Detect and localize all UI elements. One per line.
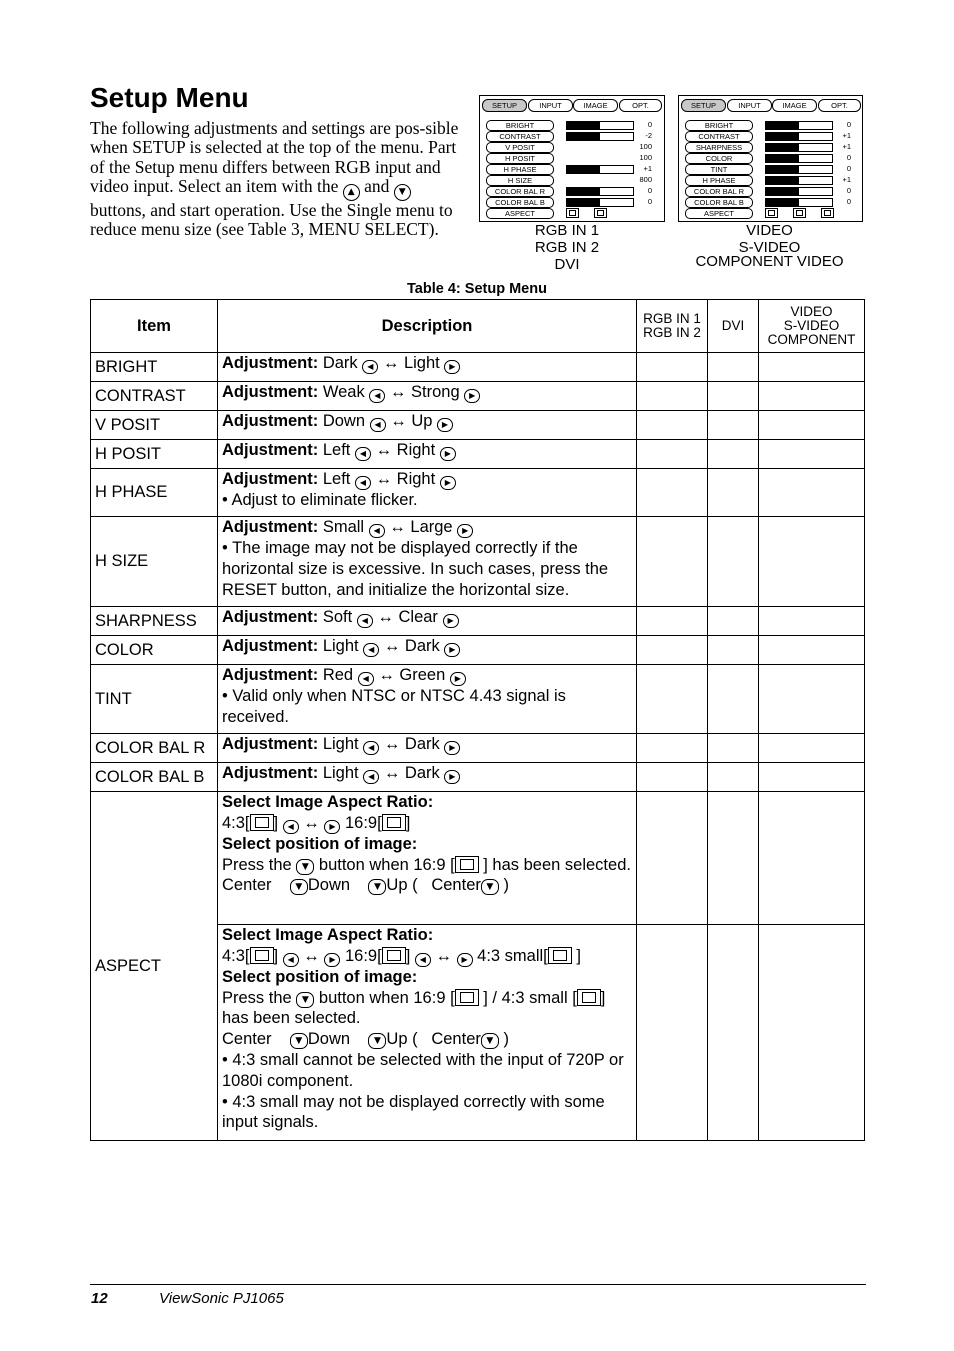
aspect-4-3-small-icon [548, 947, 572, 964]
press-text-1: Press the [222, 988, 292, 1007]
right-button-icon: ▶ [443, 614, 459, 628]
intro-text-1: The following adjustments and settings are pos-sible when SETUP is selected at the top of the menu. Part of the Setup menu differs between RGB input and video input. Select an item with the [90, 118, 459, 196]
table-row [91, 607, 865, 636]
adjust-to: Light [403, 354, 440, 372]
right-button-icon: ▶ [440, 476, 456, 490]
osd-value: -2 [645, 131, 652, 140]
osd-level-bar [765, 132, 833, 141]
aspect-4-3-small-icon [577, 989, 601, 1006]
press-text-3: ] has been selected. [483, 855, 631, 874]
osd-menu-rgb [479, 95, 665, 222]
setup-menu-table [90, 299, 865, 1141]
adjust-from: Light [322, 764, 359, 782]
ratio-4-3: 4:3[ [222, 813, 250, 832]
cell-video [759, 792, 865, 925]
cell-item: COLOR BAL R [91, 734, 218, 763]
cell-item: H SIZE [91, 517, 218, 607]
adjust-from: Light [322, 735, 359, 753]
osd-tab-input: INPUT [727, 99, 772, 112]
adjust-from: Weak [322, 383, 365, 401]
cell-dvi [708, 925, 759, 1141]
cell-dvi [708, 411, 759, 440]
arrow-icon: ↔ [383, 764, 401, 782]
cell-dvi [708, 665, 759, 734]
cell-video [759, 734, 865, 763]
down-button-icon: ▼ [290, 879, 308, 895]
aspect-4-3-icon [250, 814, 274, 831]
osd-level-bar [566, 165, 634, 174]
cell-dvi [708, 382, 759, 411]
arrow-icon: ↔ [389, 383, 407, 401]
osd-level-bar [765, 176, 833, 185]
cell-description [218, 636, 637, 665]
aspect-icon [793, 208, 806, 218]
cell-rgb [637, 517, 708, 607]
aspect-16-9-icon [382, 814, 406, 831]
right-button-icon: ▶ [457, 953, 473, 967]
cell-rgb [637, 925, 708, 1141]
cell-dvi [708, 734, 759, 763]
down-button-icon: ▼ [481, 879, 499, 895]
header-rgb-in-1: RGB IN 1 [643, 311, 701, 326]
osd-item-color-bal-b: COLOR BAL B [486, 197, 554, 208]
left-button-icon: ◀ [369, 524, 385, 538]
right-button-icon: ▶ [444, 770, 460, 784]
aspect-note-1: • 4:3 small cannot be selected with the input of 720P or 1080i component. [222, 1050, 624, 1090]
aspect-ratio-line: 4:3[ ] ◀ ↔ ▶ 16:9[ ] ◀ ↔ ▶ 4:3 small[ ] [222, 946, 581, 965]
adjust-from: Soft [322, 608, 353, 626]
osd-item-aspect: ASPECT [685, 208, 753, 219]
arrow-icon: ↔ [389, 518, 406, 536]
intro-text-2: buttons, and start operation. Use the Single menu to reduce menu size (see Table 3, MENU SELECT). [90, 199, 453, 240]
header-video-3: COMPONENT [767, 332, 856, 347]
cell-description [218, 792, 637, 925]
adjust-from: Dark [322, 354, 358, 372]
cell-description [218, 517, 637, 607]
osd-item-h-size: H SIZE [486, 175, 554, 186]
header-rgb-in-2: RGB IN 2 [643, 325, 701, 340]
adjust-to: Dark [404, 735, 440, 753]
osd-item-bright: BRIGHT [685, 120, 753, 131]
caption-component-video: COMPONENT VIDEO [695, 253, 844, 270]
osd-value: 0 [846, 120, 851, 129]
cell-item: H POSIT [91, 440, 218, 469]
header-video-1: VIDEO [790, 304, 833, 319]
cell-description [218, 411, 637, 440]
osd-item-color-bal-r: COLOR BAL R [486, 186, 554, 197]
right-button-icon: ▶ [324, 953, 340, 967]
table-row [91, 636, 865, 665]
adjust-from: Left [322, 470, 351, 488]
osd-value: 0 [846, 197, 851, 206]
cell-rgb [637, 665, 708, 734]
osd-level-bar [566, 121, 634, 130]
osd-level-bar [765, 143, 833, 152]
cell-rgb [637, 763, 708, 792]
position-cycle [222, 875, 632, 896]
adjustment-label: Adjustment: [222, 383, 319, 401]
adjust-from: Small [322, 518, 365, 536]
adjust-to: Dark [404, 637, 440, 655]
press-text-4: ] has been selected. [222, 988, 606, 1028]
header-rgb [637, 300, 708, 353]
left-button-icon: ◀ [355, 447, 371, 461]
arrow-icon: ↔ [377, 608, 394, 626]
osd-item-aspect: ASPECT [486, 208, 554, 219]
adjust-to: Right [396, 470, 436, 488]
table-row [91, 411, 865, 440]
left-button-icon: ◀ [358, 672, 374, 686]
caption-rgb-in-1: RGB IN 1 [534, 222, 600, 239]
osd-value: +1 [643, 164, 652, 173]
right-button-icon: ▶ [457, 524, 473, 538]
osd-item-v-posit: V POSIT [486, 142, 554, 153]
osd-tab-opt: OPT. [818, 99, 861, 112]
right-button-icon: ▶ [324, 820, 340, 834]
osd-tab-image: IMAGE [573, 99, 618, 112]
osd-tab-bar [681, 99, 860, 111]
table-row [91, 665, 865, 734]
left-button-icon: ◀ [355, 476, 371, 490]
osd-item-color-bal-r: COLOR BAL R [685, 186, 753, 197]
aspect-icon [765, 208, 778, 218]
osd-value: 0 [846, 164, 851, 173]
osd-level-bar [765, 187, 833, 196]
osd-tab-input: INPUT [528, 99, 573, 112]
position-up: Up ( [386, 1030, 418, 1049]
arrow-icon: ↔ [303, 813, 320, 832]
osd-video-caption [678, 222, 861, 270]
page-title: Setup Menu [90, 82, 249, 113]
arrow-icon: ↔ [303, 946, 320, 965]
caption-rgb-in-2: RGB IN 2 [534, 239, 600, 256]
osd-value: 100 [639, 142, 652, 151]
position-center: Center [222, 876, 272, 895]
cell-video [759, 353, 865, 382]
aspect-16-9-icon [382, 947, 406, 964]
cell-video [759, 411, 865, 440]
table-row-aspect-a [91, 792, 865, 925]
cell-description [218, 607, 637, 636]
header-video-2: S-VIDEO [783, 318, 840, 333]
cell-video [759, 636, 865, 665]
footer-product: ViewSonic PJ1065 [159, 1290, 284, 1307]
down-button-icon: ▼ [368, 1033, 386, 1049]
close-paren: ) [503, 1030, 509, 1049]
adjustment-label: Adjustment: [222, 735, 319, 753]
cell-note: • The image may not be displayed correctly if the horizontal size is excessive. In such cases, press the RESET button, and initialize the horizontal size. [222, 539, 609, 599]
adjustment-label: Adjustment: [222, 608, 319, 626]
aspect-icon [821, 208, 834, 218]
osd-tab-setup: SETUP [482, 99, 527, 112]
down-button-icon: ▼ [290, 1033, 308, 1049]
cell-description [218, 925, 637, 1141]
adjust-from: Down [322, 412, 366, 430]
ratio-4-3: 4:3[ [222, 946, 250, 965]
osd-tab-bar [482, 99, 662, 111]
cell-dvi [708, 440, 759, 469]
adjustment-label: Adjustment: [222, 666, 319, 684]
cell-rgb [637, 636, 708, 665]
osd-menu-video [678, 95, 863, 222]
down-button-icon: ▼ [394, 184, 411, 201]
cell-video [759, 925, 865, 1141]
adjustment-label: Adjustment: [222, 412, 319, 430]
position-up: Up ( [386, 876, 418, 895]
osd-level-bar [566, 132, 634, 141]
osd-value: 0 [846, 153, 851, 162]
arrow-icon: ↔ [375, 441, 393, 459]
cell-item: ASPECT [91, 792, 218, 1141]
position-down: Down [307, 1030, 351, 1049]
adjustment-label: Adjustment: [222, 441, 319, 459]
cell-rgb [637, 734, 708, 763]
position-label: Select position of image: [222, 967, 418, 986]
arrow-icon: ↔ [435, 946, 452, 965]
osd-value: 0 [846, 186, 851, 195]
left-button-icon: ◀ [363, 741, 379, 755]
intro-paragraph [90, 119, 462, 239]
cell-video [759, 469, 865, 517]
cell-note: • Valid only when NTSC or NTSC 4.43 signal is received. [222, 687, 566, 726]
position-cycle [222, 1029, 632, 1050]
aspect-note-2: • 4:3 small may not be displayed correctly with some input signals. [222, 1092, 605, 1132]
aspect-ratio-label: Select Image Aspect Ratio: [222, 926, 434, 944]
aspect-ratio-label: Select Image Aspect Ratio: [222, 793, 434, 811]
arrow-icon: ↔ [375, 470, 393, 488]
arrow-icon: ↔ [378, 666, 395, 684]
cell-dvi [708, 517, 759, 607]
adjustment-label: Adjustment: [222, 637, 319, 655]
cell-description [218, 734, 637, 763]
cell-item: H PHASE [91, 469, 218, 517]
press-instruction [222, 855, 632, 876]
aspect-16-9-icon [455, 856, 479, 873]
osd-item-color: COLOR [685, 153, 753, 164]
osd-value: 0 [647, 186, 652, 195]
osd-value: +1 [842, 142, 851, 151]
osd-item-h-phase: H PHASE [685, 175, 753, 186]
osd-item-sharpness: SHARPNESS [685, 142, 753, 153]
osd-item-bright: BRIGHT [486, 120, 554, 131]
cell-rgb [637, 792, 708, 925]
osd-tab-opt: OPT. [619, 99, 662, 112]
cell-video [759, 607, 865, 636]
cell-dvi [708, 636, 759, 665]
adjust-to: Up [411, 412, 433, 430]
right-button-icon: ▶ [444, 643, 460, 657]
header-item: Item [91, 300, 218, 353]
up-button-icon: ▲ [343, 184, 360, 201]
intro-and: and [364, 175, 390, 196]
table-caption: Table 4: Setup Menu [407, 281, 547, 297]
osd-level-bar [765, 154, 833, 163]
left-button-icon: ◀ [363, 643, 379, 657]
cell-description [218, 382, 637, 411]
arrow-icon: ↔ [382, 354, 400, 372]
arrow-icon: ↔ [383, 735, 401, 753]
osd-item-contrast: CONTRAST [685, 131, 753, 142]
ratio-16-9: 16:9[ [344, 813, 382, 832]
osd-level-bar [566, 187, 634, 196]
adjust-from: Left [322, 441, 351, 459]
table-row [91, 734, 865, 763]
cell-item: V POSIT [91, 411, 218, 440]
osd-level-bar [765, 121, 833, 130]
osd-value: 0 [647, 197, 652, 206]
cell-item: TINT [91, 665, 218, 734]
osd-item-h-phase: H PHASE [486, 164, 554, 175]
cell-description [218, 763, 637, 792]
cell-note: • Adjust to eliminate flicker. [222, 491, 418, 509]
arrow-icon: ↔ [383, 637, 401, 655]
osd-item-tint: TINT [685, 164, 753, 175]
osd-item-color-bal-b: COLOR BAL B [685, 197, 753, 208]
table-row [91, 517, 865, 607]
osd-value: +1 [842, 175, 851, 184]
table-row [91, 353, 865, 382]
osd-value: 0 [647, 120, 652, 129]
cell-description [218, 353, 637, 382]
adjust-to: Dark [404, 764, 440, 782]
left-button-icon: ◀ [415, 953, 431, 967]
cell-item: COLOR [91, 636, 218, 665]
right-button-icon: ▶ [444, 741, 460, 755]
cell-dvi [708, 353, 759, 382]
cell-item: CONTRAST [91, 382, 218, 411]
cell-video [759, 665, 865, 734]
header-description: Description [218, 300, 637, 353]
arrow-icon: ↔ [390, 412, 407, 430]
press-text-1: Press the [222, 855, 292, 874]
table-row [91, 469, 865, 517]
left-button-icon: ◀ [283, 820, 299, 834]
cell-video [759, 440, 865, 469]
ratio-4-3-small: 4:3 small[ [477, 946, 548, 965]
osd-level-bar [765, 165, 833, 174]
cell-rgb [637, 411, 708, 440]
adjust-to: Green [399, 666, 446, 684]
aspect-4-3-icon [250, 947, 274, 964]
right-button-icon: ▶ [444, 360, 460, 374]
cell-item: COLOR BAL B [91, 763, 218, 792]
osd-item-h-posit: H POSIT [486, 153, 554, 164]
adjust-to: Clear [398, 608, 438, 626]
right-button-icon: ▶ [437, 418, 453, 432]
adjust-to: Strong [411, 383, 460, 401]
cell-rgb [637, 353, 708, 382]
right-button-icon: ▶ [440, 447, 456, 461]
press-instruction [222, 988, 632, 1030]
aspect-icon [566, 208, 579, 218]
adjust-to: Right [396, 441, 436, 459]
table-row [91, 763, 865, 792]
osd-item-contrast: CONTRAST [486, 131, 554, 142]
cell-rgb [637, 440, 708, 469]
cell-rgb [637, 469, 708, 517]
osd-tab-image: IMAGE [772, 99, 817, 112]
table-row [91, 440, 865, 469]
adjustment-label: Adjustment: [222, 764, 319, 782]
footer-rule [90, 1284, 866, 1285]
position-label: Select position of image: [222, 834, 418, 853]
left-button-icon: ◀ [363, 770, 379, 784]
position-center-return: Center [431, 1030, 481, 1049]
table-row [91, 382, 865, 411]
cell-video [759, 382, 865, 411]
left-button-icon: ◀ [362, 360, 378, 374]
press-text-2: button when 16:9 [ [318, 855, 455, 874]
cell-rgb [637, 607, 708, 636]
cell-dvi [708, 607, 759, 636]
right-button-icon: ▶ [464, 389, 480, 403]
caption-s-video: S-VIDEO [738, 239, 801, 256]
left-button-icon: ◀ [369, 389, 385, 403]
osd-level-bar [566, 198, 634, 207]
adjustment-label: Adjustment: [222, 354, 319, 372]
down-button-icon: ▼ [481, 1033, 499, 1049]
cell-description [218, 469, 637, 517]
osd-level-bar [765, 198, 833, 207]
aspect-16-9-icon [455, 989, 479, 1006]
caption-video: VIDEO [746, 222, 793, 239]
cell-item: SHARPNESS [91, 607, 218, 636]
cell-video [759, 763, 865, 792]
adjust-from: Light [322, 637, 359, 655]
cell-video [759, 517, 865, 607]
osd-value: 100 [639, 153, 652, 162]
adjustment-label: Adjustment: [222, 470, 319, 488]
left-button-icon: ◀ [370, 418, 386, 432]
cell-dvi [708, 763, 759, 792]
cell-dvi [708, 469, 759, 517]
footer-page-number: 12 [91, 1290, 108, 1307]
adjustment-label: Adjustment: [222, 518, 319, 536]
press-text-3: ] / 4:3 small [ [483, 988, 577, 1007]
cell-description [218, 665, 637, 734]
position-center-return: Center [431, 876, 481, 895]
osd-value: 800 [639, 175, 652, 184]
aspect-ratio-line: 4:3[ ] ◀ ↔ ▶ 16:9[ ] [222, 813, 411, 832]
aspect-icon [594, 208, 607, 218]
osd-value: +1 [842, 131, 851, 140]
header-video [759, 300, 865, 353]
position-down: Down [307, 876, 351, 895]
right-button-icon: ▶ [450, 672, 466, 686]
adjust-from: Red [322, 666, 354, 684]
left-button-icon: ◀ [283, 953, 299, 967]
osd-rgb-caption [479, 222, 655, 273]
down-button-icon: ▼ [296, 992, 314, 1008]
cell-description [218, 440, 637, 469]
header-dvi: DVI [708, 300, 759, 353]
osd-tab-setup: SETUP [681, 99, 726, 112]
cell-rgb [637, 382, 708, 411]
ratio-16-9: 16:9[ [344, 946, 382, 965]
close-paren: ) [503, 876, 509, 895]
down-button-icon: ▼ [368, 879, 386, 895]
cell-dvi [708, 792, 759, 925]
position-center: Center [222, 1030, 272, 1049]
adjust-to: Large [410, 518, 453, 536]
left-button-icon: ◀ [357, 614, 373, 628]
press-text-2: button when 16:9 [ [318, 988, 455, 1007]
caption-dvi: DVI [554, 256, 580, 273]
cell-item: BRIGHT [91, 353, 218, 382]
down-button-icon: ▼ [296, 859, 314, 875]
